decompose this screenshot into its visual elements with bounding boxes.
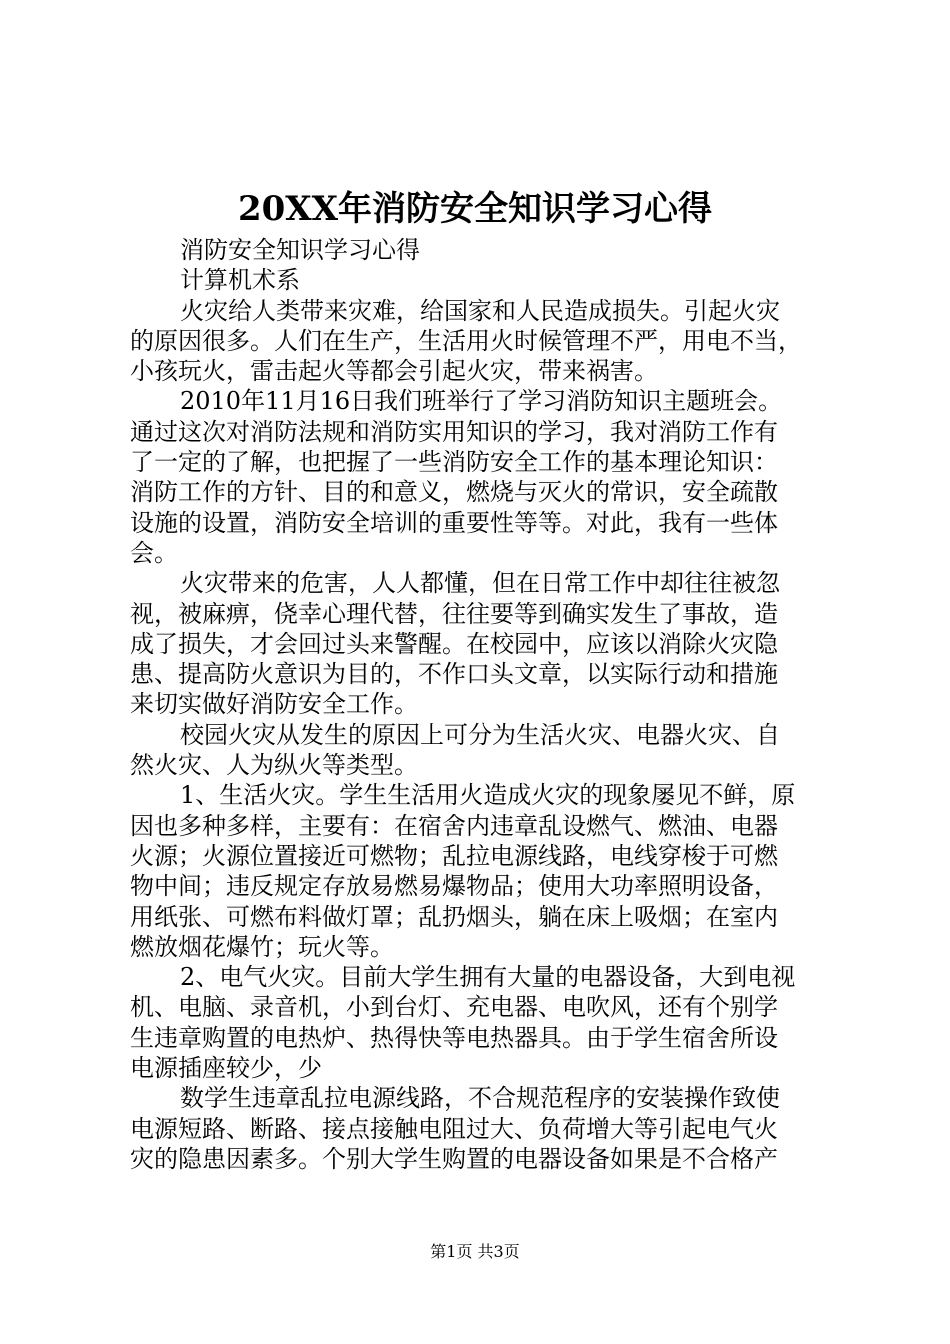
document-body <box>130 235 830 1174</box>
text-line: 生违章购置的电热炉、热得快等电热器具。由于学生宿舍所设 <box>130 1023 778 1052</box>
text-line: 1、生活火灾。学生生活用火造成火灾的现象屡见不鲜，原 <box>180 781 796 810</box>
text-line: 消防工作的方针、目的和意义，燃烧与灭火的常识，安全疏散 <box>130 478 778 507</box>
text-line: 成了损失，才会回过头来警醒。在校园中，应该以消除火灾隐 <box>130 629 778 658</box>
text-line: 用纸张、可燃布料做灯罩；乱扔烟头，躺在床上吸烟；在室内 <box>130 902 778 931</box>
text-line: 火灾带来的危害，人人都懂，但在日常工作中却往往被忽 <box>180 569 780 598</box>
text-line: 视，被麻痹，侥幸心理代替，往往要等到确实发生了事故，造 <box>130 599 778 628</box>
text-line: 因也多种多样，主要有：在宿舍内违章乱设燃气、燃油、电器 <box>130 811 778 840</box>
page-footer: 第1页 共3页 <box>430 1242 520 1261</box>
text-line: 校园火灾从发生的原因上可分为生活火灾、电器火灾、自 <box>180 720 780 749</box>
text-line: 消防安全知识学习心得 <box>180 236 420 264</box>
text-line: 通过这次对消防法规和消防实用知识的学习，我对消防工作有 <box>130 417 778 446</box>
text-line: 物中间；违反规定存放易燃易爆物品；使用大功率照明设备， <box>130 872 778 901</box>
text-line: 了一定的了解，也把握了一些消防安全工作的基本理论知识： <box>130 448 778 477</box>
text-line: 的原因很多。人们在生产，生活用火时候管理不严，用电不当， <box>130 326 802 355</box>
text-line: 2010年11月16日我们班举行了学习消防知识主题班会。 <box>180 387 783 416</box>
text-line: 计算机术系 <box>180 266 300 295</box>
text-line: 灾的隐患因素多。个别大学生购置的电器设备如果是不合格产 <box>130 1144 778 1173</box>
text-line: 电源短路、断路、接点接触电阻过大、负荷增大等引起电气火 <box>130 1114 778 1143</box>
text-line: 患、提高防火意识为目的，不作口头文章，以实际行动和措施 <box>130 660 778 689</box>
text-line: 设施的设置，消防安全培训的重要性等等。对此，我有一些体 <box>130 508 778 537</box>
text-line: 电源插座较少，少 <box>130 1054 322 1083</box>
text-line: 来切实做好消防安全工作。 <box>130 690 418 719</box>
document-title: 20XX年消防安全知识学习心得 <box>237 189 713 229</box>
text-line: 燃放烟花爆竹；玩火等。 <box>130 932 394 961</box>
text-line: 小孩玩火，雷击起火等都会引起火灾，带来祸害。 <box>130 357 658 386</box>
text-line: 火灾给人类带来灾难，给国家和人民造成损失。引起火灾 <box>180 296 780 325</box>
text-line: 会。 <box>130 538 178 567</box>
text-line: 然火灾、人为纵火等类型。 <box>130 751 418 780</box>
text-line: 火源；火源位置接近可燃物；乱拉电源线路，电线穿梭于可燃 <box>130 841 778 870</box>
text-line: 机、电脑、录音机，小到台灯、充电器、电吹风，还有个别学 <box>130 993 778 1022</box>
text-line: 数学生违章乱拉电源线路，不合规范程序的安装操作致使 <box>180 1084 780 1113</box>
text-line: 2、电气火灾。目前大学生拥有大量的电器设备，大到电视 <box>180 963 796 992</box>
